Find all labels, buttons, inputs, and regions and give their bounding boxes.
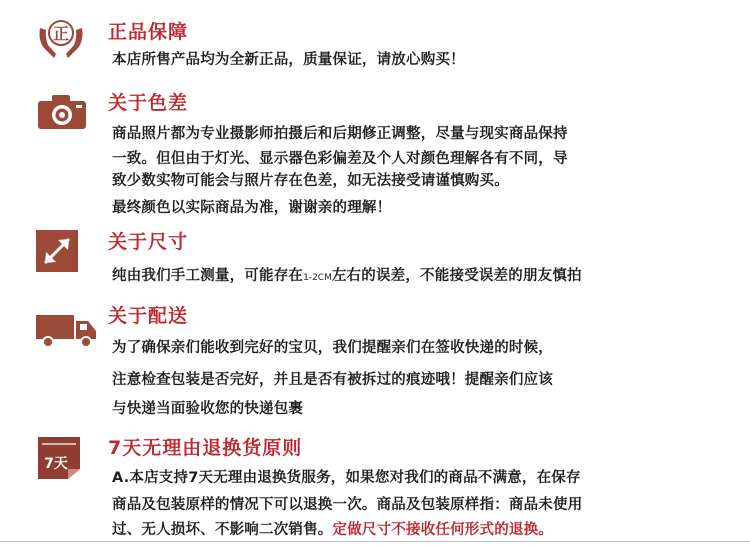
size-text-after: 左右的误差，不能接受误差的朋友慎拍 <box>331 268 582 284</box>
section-text-line: 商品照片都为专业摄影师拍摄后和后期修正调整，尽量与现实商品保持 <box>112 126 568 142</box>
section-title: 正品保障 <box>108 21 189 43</box>
delivery-truck-icon <box>36 313 98 349</box>
hands-quality-icon <box>36 14 86 62</box>
section-title: 关于配送 <box>108 305 189 327</box>
camera-icon <box>36 93 88 131</box>
section-text-line: 商品及包装原样的情况下可以退换一次。商品及包装原样指：商品未使用 <box>112 497 583 513</box>
bottom-divider <box>0 541 750 542</box>
section-text-line <box>112 518 553 539</box>
section-text-line <box>112 264 582 285</box>
svg-text:正: 正 <box>52 24 70 43</box>
section-text-line: 致少数实物可能会与照片存在色差，如无法接受请谨慎购买。 <box>112 173 509 189</box>
section-text-line: 注意检查包装是否完好，并且是否有被拆过的痕迹哦！提醒亲们应该 <box>112 372 553 388</box>
return-text-normal: 过、无人损坏、不影响二次销售。 <box>112 522 333 538</box>
size-text-before: 纯由我们手工测量，可能存在 <box>112 268 304 284</box>
resize-arrow-icon <box>36 230 78 272</box>
size-range: 1-2CM <box>303 273 332 283</box>
section-title: 关于尺寸 <box>108 231 189 253</box>
section-text-line: 本店所售产品均为全新正品，质量保证，请放心购买！ <box>112 52 465 68</box>
section-title: 7天无理由退换货原则 <box>108 437 303 459</box>
return-text-warning: 定做尺寸不接收任何形式的退换。 <box>332 522 553 538</box>
section-title: 关于色差 <box>108 92 189 114</box>
section-text-line: A.本店支持7天无理由退换货服务，如果您对我们的商品不满意，在保存 <box>112 470 581 486</box>
section-text-line: 与快递当面验收您的快递包裹 <box>112 401 304 417</box>
section-text-line: 一致。但但由于灯光、显示器色彩偏差及个人对颜色理解各有不同，导 <box>112 151 568 167</box>
svg-text:7天: 7天 <box>44 456 68 472</box>
seven-day-calendar-icon <box>36 435 82 481</box>
section-text-line: 为了确保亲们能收到完好的宝贝，我们提醒亲们在签收快递的时候， <box>112 340 553 356</box>
section-text-line: 最终颜色以实际商品为准，谢谢亲的理解！ <box>112 200 392 216</box>
